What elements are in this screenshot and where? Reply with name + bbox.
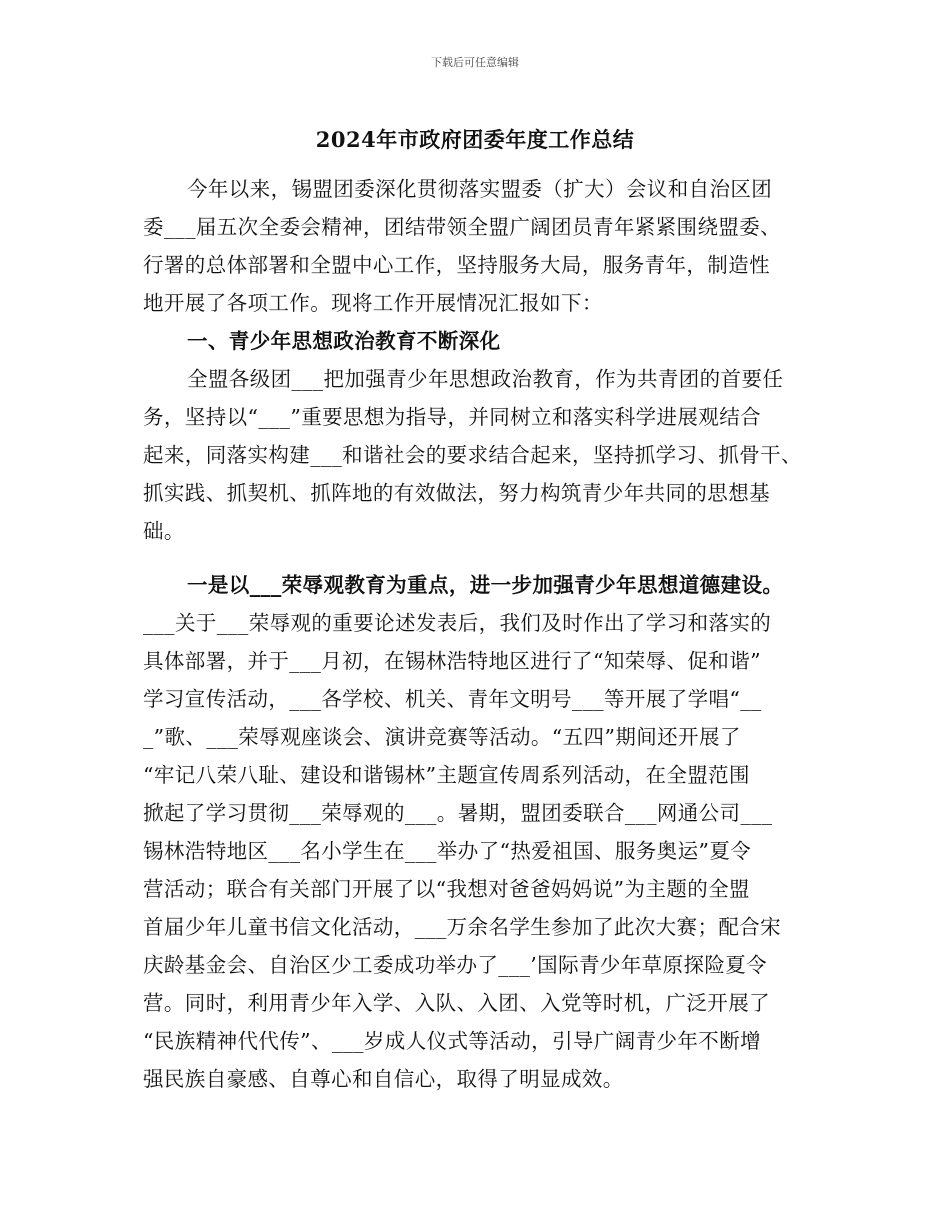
page-header: 下载后可任意编辑 xyxy=(431,56,519,69)
point-line: 首届少年儿童书信文化活动，___万余名学生参加了此次大赛；配合宋 xyxy=(143,915,782,939)
point-line: “民族精神代代传”、___岁成人仪式等活动，引导广阔青少年不断增 xyxy=(143,1029,762,1053)
intro-line: 委___届五次全委会精神，团结带领全盟广阔团员青年紧紧围绕盟委、 xyxy=(143,215,782,239)
point-line: 强民族自豪感、自尊心和自信心，取得了明显成效。 xyxy=(143,1067,624,1091)
point-line: “牢记八荣八耻、建设和谐锡林”主题宣传周系列活动，在全盟范围 xyxy=(143,763,750,787)
section-line: 务，坚持以“___”重要思想为指导，并同树立和落实科学进展观结合 xyxy=(143,405,762,429)
section-line: 础。 xyxy=(143,519,185,543)
intro-line: 地开展了各项工作。现将工作开展情况汇报如下： xyxy=(143,291,603,315)
section-line: 起来，同落实构建___和谐社会的要求结合起来，坚持抓学习、抓骨干、 xyxy=(143,443,802,467)
point-line: 掀起了学习贯彻___荣辱观的___。暑期，盟团委联合___网通公司___ xyxy=(143,801,773,825)
point-line: ___关于___荣辱观的重要论述发表后，我们及时作出了学习和落实的 xyxy=(143,611,772,635)
point-line: 营。同时，利用青少年入学、入队、入团、入党等时机，广泛开展了 xyxy=(143,991,770,1015)
point-line: 营活动；联合有关部门开展了以“我想对爸爸妈妈说”为主题的全盟 xyxy=(143,877,750,901)
point-line: _”歌、___荣辱观座谈会、演讲竞赛等活动。“五四”期间还开展了 xyxy=(143,725,741,749)
document-body xyxy=(143,170,813,1098)
point-line: 锡林浩特地区___名小学生在___举办了“热爱祖国、服务奥运”夏令 xyxy=(143,839,752,863)
section-heading: 一、青少年思想政治教育不断深化 xyxy=(187,329,501,353)
intro-line: 今年以来，锡盟团委深化贯彻落实盟委（扩大）会议和自治区团 xyxy=(187,177,773,201)
section-line: 抓实践、抓契机、抓阵地的有效做法，努力构筑青少年共同的思想基 xyxy=(143,481,770,505)
section-line: 全盟各级团___把加强青少年思想政治教育，作为共青团的首要任 xyxy=(187,367,784,391)
intro-line: 行署的总体部署和全盟中心工作，坚持服务大局，服务青年，制造性 xyxy=(143,253,770,277)
point-heading: 一是以___荣辱观教育为重点，进一步加强青少年思想道德建设。 xyxy=(187,573,784,597)
document-title: 2024年市政府团委年度工作总结 xyxy=(315,127,635,152)
paragraph-gap xyxy=(143,550,813,566)
point-line: 学习宣传活动，___各学校、机关、青年文明号___等开展了学唱“__ xyxy=(143,687,762,711)
point-line: 庆龄基金会、自治区少工委成功举办了___’国际青少年草原探险夏令 xyxy=(143,953,768,977)
point-line: 具体部署，并于___月初，在锡林浩特地区进行了“知荣辱、促和谐” xyxy=(143,649,762,673)
